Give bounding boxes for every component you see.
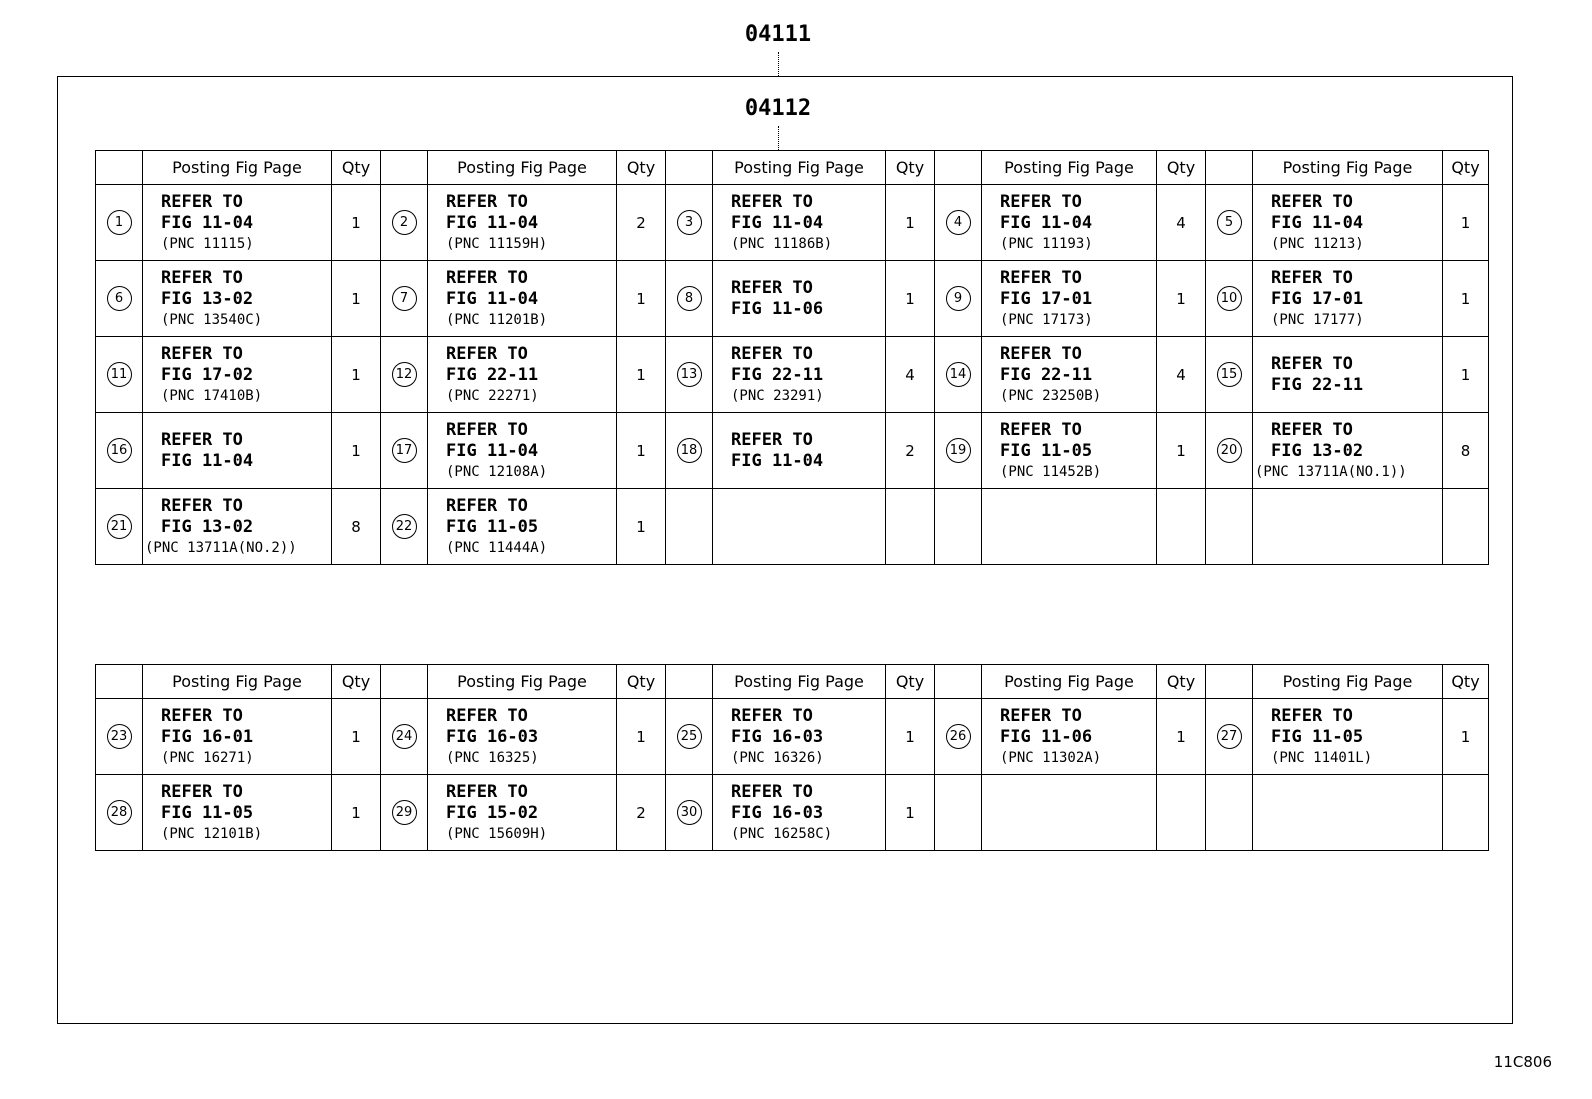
pnc-text: (PNC 23250B) [1000, 387, 1102, 404]
item-number-circle: 11 [107, 362, 132, 387]
header-qty: Qty [1157, 151, 1206, 185]
header-posting-fig-page: Posting Fig Page [982, 151, 1157, 185]
posting-fig-page-cell [428, 337, 617, 413]
fig-reference-text: FIG 13-02 [1271, 440, 1364, 461]
fig-reference-text: FIG 11-04 [161, 212, 254, 233]
pnc-text: (PNC 16271) [161, 749, 254, 766]
fig-reference-text: FIG 11-05 [1000, 440, 1093, 461]
qty-cell: 4 [886, 337, 935, 413]
posting-fig-page-cell [143, 185, 332, 261]
item-number-cell [381, 775, 428, 851]
qty-cell: 1 [617, 413, 666, 489]
item-number-cell [381, 413, 428, 489]
posting-fig-page-cell [982, 699, 1157, 775]
item-number-circle: 13 [677, 362, 702, 387]
refer-to-text: REFER TO [446, 267, 528, 288]
posting-fig-page-cell [713, 489, 886, 565]
item-number-cell [935, 699, 982, 775]
refer-to-text: REFER TO [161, 781, 243, 802]
header-blank-cell [1206, 665, 1253, 699]
refer-to-text: REFER TO [1271, 267, 1353, 288]
posting-fig-page-cell [713, 775, 886, 851]
header-qty: Qty [1443, 665, 1489, 699]
pnc-text: (PNC 11444A) [446, 539, 548, 556]
header-row [96, 151, 1489, 185]
header-blank-cell [96, 151, 143, 185]
qty-cell: 1 [1157, 261, 1206, 337]
item-number-circle: 15 [1217, 362, 1242, 387]
qty-cell: 1 [617, 699, 666, 775]
refer-to-text: REFER TO [1000, 267, 1082, 288]
pnc-text: (PNC 17177) [1271, 311, 1364, 328]
posting-fig-page-cell [1253, 185, 1443, 261]
fig-reference-text: FIG 22-11 [1000, 364, 1093, 385]
fig-reference-text: FIG 16-03 [446, 726, 539, 747]
header-posting-fig-page: Posting Fig Page [143, 151, 332, 185]
refer-to-text: REFER TO [161, 429, 243, 450]
item-number-circle: 26 [946, 724, 971, 749]
pnc-text: (PNC 11193) [1000, 235, 1093, 252]
fig-reference-text: FIG 11-04 [446, 288, 539, 309]
item-number-cell [1206, 337, 1253, 413]
item-number-cell [935, 337, 982, 413]
item-number-circle: 6 [107, 286, 132, 311]
posting-fig-page-cell [1253, 699, 1443, 775]
item-number-cell [666, 261, 713, 337]
item-number-circle: 23 [107, 724, 132, 749]
item-number-circle: 27 [1217, 724, 1242, 749]
posting-fig-page-cell [982, 185, 1157, 261]
item-number-circle: 19 [946, 438, 971, 463]
fig-reference-text: FIG 16-03 [731, 802, 824, 823]
qty-cell: 1 [1443, 261, 1489, 337]
pnc-text: (PNC 11159H) [446, 235, 548, 252]
fig-reference-text: FIG 17-01 [1271, 288, 1364, 309]
item-number-cell [96, 337, 143, 413]
posting-fig-page-cell [1253, 775, 1443, 851]
qty-cell: 1 [617, 489, 666, 565]
item-number-circle: 25 [677, 724, 702, 749]
qty-cell: 1 [886, 775, 935, 851]
item-number-cell [96, 489, 143, 565]
header-posting-fig-page: Posting Fig Page [713, 151, 886, 185]
fig-reference-text: FIG 11-06 [731, 298, 824, 319]
header-blank-cell [666, 151, 713, 185]
header-qty: Qty [886, 665, 935, 699]
pnc-text: (PNC 16258C) [731, 825, 833, 842]
item-number-cell [666, 775, 713, 851]
pnc-text: (PNC 16325) [446, 749, 539, 766]
qty-cell: 1 [1443, 185, 1489, 261]
item-number-cell [96, 185, 143, 261]
posting-fig-page-cell [428, 699, 617, 775]
item-number-cell [1206, 699, 1253, 775]
pnc-text: (PNC 13540C) [161, 311, 263, 328]
refer-to-text: REFER TO [1271, 419, 1353, 440]
refer-to-text: REFER TO [161, 705, 243, 726]
item-number-circle: 12 [392, 362, 417, 387]
fig-reference-text: FIG 11-04 [446, 440, 539, 461]
pnc-text: (PNC 12101B) [161, 825, 263, 842]
header-blank-cell [666, 665, 713, 699]
refer-to-text: REFER TO [161, 267, 243, 288]
fig-reference-text: FIG 17-01 [1000, 288, 1093, 309]
pnc-text: (PNC 22271) [446, 387, 539, 404]
header-posting-fig-page: Posting Fig Page [428, 151, 617, 185]
posting-fig-page-cell [143, 413, 332, 489]
item-number-circle: 14 [946, 362, 971, 387]
item-number-circle: 1 [107, 210, 132, 235]
pnc-text: (PNC 17173) [1000, 311, 1093, 328]
figure-code: 11C806 [1493, 1053, 1552, 1071]
posting-fig-page-cell [428, 413, 617, 489]
refer-to-text: REFER TO [446, 191, 528, 212]
qty-cell: 1 [886, 699, 935, 775]
fig-reference-text: FIG 11-04 [1000, 212, 1093, 233]
refer-to-text: REFER TO [446, 343, 528, 364]
qty-cell: 2 [886, 413, 935, 489]
fig-reference-text: FIG 11-04 [161, 450, 254, 471]
qty-cell: 1 [1157, 699, 1206, 775]
pnc-text: (PNC 15609H) [446, 825, 548, 842]
qty-cell: 1 [332, 337, 381, 413]
fig-reference-text: FIG 11-05 [1271, 726, 1364, 747]
fig-reference-text: FIG 22-11 [1271, 374, 1364, 395]
posting-fig-page-cell [982, 337, 1157, 413]
qty-cell: 1 [332, 185, 381, 261]
refer-to-text: REFER TO [1271, 705, 1353, 726]
posting-fig-page-cell [1253, 489, 1443, 565]
header-qty: Qty [1443, 151, 1489, 185]
posting-fig-page-cell [713, 337, 886, 413]
item-number-circle: 28 [107, 800, 132, 825]
qty-cell: 1 [617, 337, 666, 413]
header-qty: Qty [332, 665, 381, 699]
fig-reference-text: FIG 11-05 [446, 516, 539, 537]
fig-reference-text: FIG 11-04 [446, 212, 539, 233]
refer-to-text: REFER TO [731, 705, 813, 726]
posting-fig-page-cell [713, 413, 886, 489]
item-number-cell [935, 775, 982, 851]
posting-fig-page-cell [982, 775, 1157, 851]
item-number-cell [381, 489, 428, 565]
refer-to-text: REFER TO [446, 705, 528, 726]
posting-fig-page-cell [143, 261, 332, 337]
item-number-cell [96, 261, 143, 337]
header-posting-fig-page: Posting Fig Page [982, 665, 1157, 699]
qty-cell [886, 489, 935, 565]
item-number-cell [935, 413, 982, 489]
posting-fig-page-cell [1253, 337, 1443, 413]
item-number-cell [935, 489, 982, 565]
fig-reference-text: FIG 16-03 [731, 726, 824, 747]
fig-reference-text: FIG 11-06 [1000, 726, 1093, 747]
item-number-cell [1206, 413, 1253, 489]
header-qty: Qty [617, 665, 666, 699]
parts-reference-table-1 [95, 150, 1489, 565]
qty-cell: 4 [1157, 337, 1206, 413]
item-number-circle: 10 [1217, 286, 1242, 311]
pnc-text: (PNC 11302A) [1000, 749, 1102, 766]
posting-fig-page-cell [428, 261, 617, 337]
table-row [96, 775, 1489, 851]
item-number-circle: 22 [392, 514, 417, 539]
qty-cell: 2 [617, 775, 666, 851]
item-number-cell [96, 413, 143, 489]
pnc-text: (PNC 11452B) [1000, 463, 1102, 480]
qty-cell [1157, 775, 1206, 851]
refer-to-text: REFER TO [1271, 191, 1353, 212]
header-blank-cell [1206, 151, 1253, 185]
qty-cell: 1 [886, 261, 935, 337]
pnc-text: (PNC 11115) [161, 235, 254, 252]
refer-to-text: REFER TO [446, 419, 528, 440]
item-number-cell [381, 699, 428, 775]
leader-line-04112 [778, 126, 779, 150]
item-number-cell [96, 699, 143, 775]
header-qty: Qty [617, 151, 666, 185]
qty-cell: 4 [1157, 185, 1206, 261]
fig-reference-text: FIG 16-01 [161, 726, 254, 747]
item-number-circle: 21 [107, 514, 132, 539]
header-posting-fig-page: Posting Fig Page [1253, 665, 1443, 699]
item-number-cell [935, 185, 982, 261]
posting-fig-page-cell [428, 489, 617, 565]
item-number-cell [666, 413, 713, 489]
pnc-text: (PNC 23291) [731, 387, 824, 404]
refer-to-text: REFER TO [731, 781, 813, 802]
item-number-cell [666, 337, 713, 413]
header-qty: Qty [332, 151, 381, 185]
qty-cell: 1 [617, 261, 666, 337]
fig-reference-text: FIG 15-02 [446, 802, 539, 823]
refer-to-text: REFER TO [446, 781, 528, 802]
header-blank-cell [381, 151, 428, 185]
posting-fig-page-cell [713, 699, 886, 775]
refer-to-text: REFER TO [731, 191, 813, 212]
pnc-text: (PNC 16326) [731, 749, 824, 766]
fig-reference-text: FIG 13-02 [161, 288, 254, 309]
label-04111: 04111 [744, 22, 812, 47]
fig-reference-text: FIG 13-02 [161, 516, 254, 537]
qty-cell: 1 [1157, 413, 1206, 489]
refer-to-text: REFER TO [731, 277, 813, 298]
item-number-cell [666, 699, 713, 775]
item-number-circle: 17 [392, 438, 417, 463]
pnc-text: (PNC 17410B) [161, 387, 263, 404]
item-number-cell [1206, 185, 1253, 261]
posting-fig-page-cell [713, 261, 886, 337]
header-posting-fig-page: Posting Fig Page [1253, 151, 1443, 185]
qty-cell: 1 [332, 775, 381, 851]
fig-reference-text: FIG 22-11 [731, 364, 824, 385]
item-number-circle: 20 [1217, 438, 1242, 463]
posting-fig-page-cell [713, 185, 886, 261]
item-number-circle: 8 [677, 286, 702, 311]
posting-fig-page-cell [143, 775, 332, 851]
item-number-circle: 3 [677, 210, 702, 235]
pnc-text: (PNC 12108A) [446, 463, 548, 480]
label-04112: 04112 [744, 96, 812, 121]
fig-reference-text: FIG 17-02 [161, 364, 254, 385]
qty-cell: 8 [1443, 413, 1489, 489]
refer-to-text: REFER TO [161, 343, 243, 364]
item-number-cell [381, 261, 428, 337]
header-posting-fig-page: Posting Fig Page [428, 665, 617, 699]
qty-cell: 1 [1443, 699, 1489, 775]
refer-to-text: REFER TO [1000, 191, 1082, 212]
refer-to-text: REFER TO [1000, 343, 1082, 364]
refer-to-text: REFER TO [161, 495, 243, 516]
refer-to-text: REFER TO [731, 343, 813, 364]
posting-fig-page-cell [143, 337, 332, 413]
pnc-text: (PNC 11201B) [446, 311, 548, 328]
posting-fig-page-cell [428, 775, 617, 851]
table-row [96, 337, 1489, 413]
item-number-circle: 18 [677, 438, 702, 463]
header-blank-cell [935, 151, 982, 185]
refer-to-text: REFER TO [1000, 419, 1082, 440]
posting-fig-page-cell [982, 261, 1157, 337]
pnc-text: (PNC 11401L) [1271, 749, 1373, 766]
item-number-circle: 5 [1217, 210, 1242, 235]
item-number-circle: 29 [392, 800, 417, 825]
item-number-cell [1206, 775, 1253, 851]
posting-fig-page-cell [982, 489, 1157, 565]
item-number-circle: 30 [677, 800, 702, 825]
fig-reference-text: FIG 11-05 [161, 802, 254, 823]
fig-reference-text: FIG 22-11 [446, 364, 539, 385]
table-row [96, 185, 1489, 261]
refer-to-text: REFER TO [731, 429, 813, 450]
qty-cell: 8 [332, 489, 381, 565]
posting-fig-page-cell [143, 489, 332, 565]
qty-cell: 1 [332, 261, 381, 337]
qty-cell [1157, 489, 1206, 565]
qty-cell: 1 [886, 185, 935, 261]
posting-fig-page-cell [1253, 413, 1443, 489]
table-row [96, 261, 1489, 337]
header-blank-cell [935, 665, 982, 699]
refer-to-text: REFER TO [1271, 353, 1353, 374]
pnc-text: (PNC 11186B) [731, 235, 833, 252]
item-number-cell [666, 185, 713, 261]
qty-cell: 1 [332, 699, 381, 775]
qty-cell [1443, 775, 1489, 851]
header-qty: Qty [886, 151, 935, 185]
pnc-text: (PNC 13711A(NO.2)) [145, 539, 297, 556]
header-posting-fig-page: Posting Fig Page [713, 665, 886, 699]
pnc-text: (PNC 11213) [1271, 235, 1364, 252]
table-row [96, 489, 1489, 565]
posting-fig-page-cell [1253, 261, 1443, 337]
posting-fig-page-cell [143, 699, 332, 775]
item-number-cell [1206, 489, 1253, 565]
posting-fig-page-cell [982, 413, 1157, 489]
header-blank-cell [381, 665, 428, 699]
refer-to-text: REFER TO [161, 191, 243, 212]
header-blank-cell [96, 665, 143, 699]
qty-cell: 2 [617, 185, 666, 261]
header-posting-fig-page: Posting Fig Page [143, 665, 332, 699]
item-number-cell [1206, 261, 1253, 337]
table-row [96, 699, 1489, 775]
item-number-circle: 24 [392, 724, 417, 749]
qty-cell [1443, 489, 1489, 565]
fig-reference-text: FIG 11-04 [1271, 212, 1364, 233]
qty-cell: 1 [1443, 337, 1489, 413]
refer-to-text: REFER TO [446, 495, 528, 516]
item-number-circle: 4 [946, 210, 971, 235]
item-number-cell [381, 337, 428, 413]
refer-to-text: REFER TO [1000, 705, 1082, 726]
table-row [96, 413, 1489, 489]
item-number-circle: 16 [107, 438, 132, 463]
item-number-circle: 7 [392, 286, 417, 311]
posting-fig-page-cell [428, 185, 617, 261]
header-row [96, 665, 1489, 699]
header-qty: Qty [1157, 665, 1206, 699]
item-number-cell [935, 261, 982, 337]
leader-line-04111 [778, 52, 779, 76]
item-number-cell [96, 775, 143, 851]
item-number-cell [666, 489, 713, 565]
parts-reference-table-2 [95, 664, 1489, 851]
item-number-circle: 2 [392, 210, 417, 235]
item-number-circle: 9 [946, 286, 971, 311]
qty-cell: 1 [332, 413, 381, 489]
item-number-cell [381, 185, 428, 261]
fig-reference-text: FIG 11-04 [731, 212, 824, 233]
fig-reference-text: FIG 11-04 [731, 450, 824, 471]
pnc-text: (PNC 13711A(NO.1)) [1255, 463, 1407, 480]
